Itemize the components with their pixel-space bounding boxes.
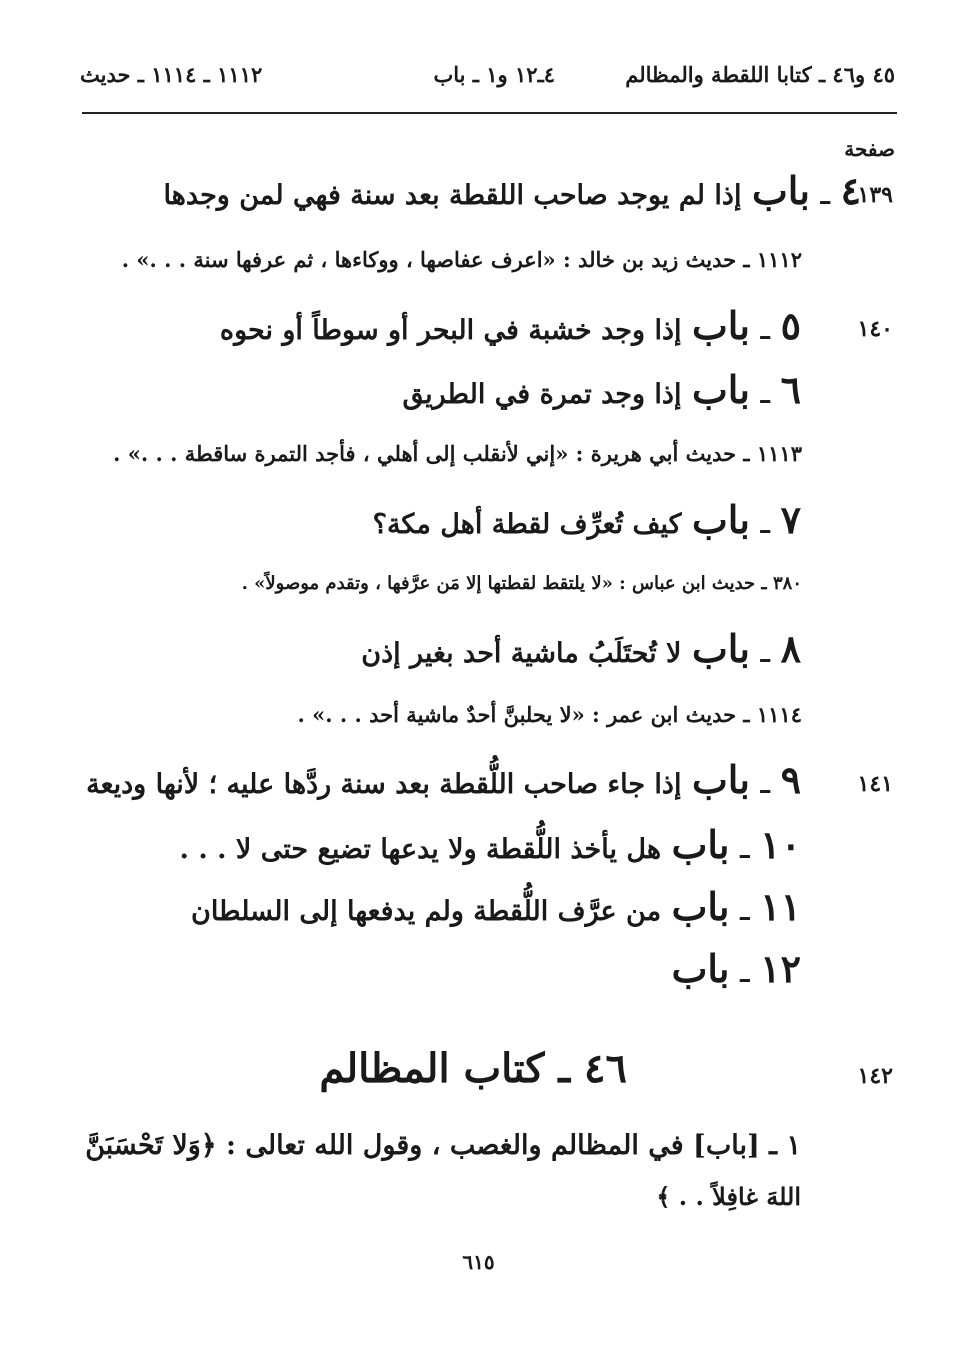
bab-title: لا تُحتَلَبُ ماشية أحد بغير إذن bbox=[361, 638, 682, 669]
bab-number: ١٠ bbox=[760, 822, 801, 867]
bab-title: إذا وجد تمرة في الطريق bbox=[402, 379, 682, 410]
bab-keyword: باب bbox=[751, 168, 810, 213]
bab-heading: ١١ ـ باب من عرَّف اللُّقطة ولم يدفعها إلى السلطان bbox=[190, 884, 801, 929]
page-number-footer: ٦١٥ bbox=[462, 1250, 495, 1274]
bab-keyword: باب bbox=[671, 946, 730, 991]
bab-title: من عرَّف اللُّقطة ولم يدفعها إلى السلطان bbox=[190, 896, 662, 927]
page-column-label: صفحة bbox=[844, 137, 895, 161]
bab-number: ٤ bbox=[840, 168, 861, 213]
header-hadith-range: ١١١٢ ـ ١١١٤ ـ حديث bbox=[80, 62, 263, 87]
bab-number: ١١ bbox=[760, 884, 801, 929]
header-divider bbox=[82, 112, 897, 114]
bab-keyword: باب bbox=[691, 497, 750, 542]
bab-heading: ٩ ـ باب إذا جاء صاحب اللُّقطة بعد سنة ردَّها عليه ؛ لأنها وديعة bbox=[86, 757, 801, 802]
hadith-line: ١١١٢ ـ حديث زيد بن خالد : «اعرف عفاصها ، ووكاءها ، ثم عرفها سنة . . .» . bbox=[121, 247, 802, 272]
bab-heading: ٧ ـ باب كيف تُعرِّف لقطة أهل مكة؟ bbox=[372, 497, 801, 542]
bab-heading: ٦ ـ باب إذا وجد تمرة في الطريق bbox=[402, 367, 801, 412]
hadith-line: ١١١٤ ـ حديث ابن عمر : «لا يحلبنَّ أحدٌ ماشية أحد . . .» . bbox=[297, 702, 802, 727]
page-number-ref: ١٤١ bbox=[857, 771, 893, 797]
bab-title: كيف تُعرِّف لقطة أهل مكة؟ bbox=[372, 509, 682, 540]
bab-heading: ١٠ ـ باب هل يأخذ اللُّقطة ولا يدعها تضيع حتى لا . . . bbox=[179, 822, 801, 867]
header-chapter-range: ٤ـ١٢ و١ ـ باب bbox=[433, 62, 555, 87]
hadith-line: ٣٨٠ ـ حديث ابن عباس : «لا يلتقط لقطتها إلا مَن عرَّفها ، وتقدم موصولاً» . bbox=[241, 573, 802, 594]
bab-keyword: باب bbox=[691, 626, 750, 671]
hadith-line: ١١١٣ ـ حديث أبي هريرة : «إني لأنقلب إلى أهلي ، فأجد التمرة ساقطة . . .» . bbox=[113, 441, 802, 466]
bab-heading: ١٢ ـ باب bbox=[671, 946, 801, 991]
page-number-ref: ١٤٢ bbox=[857, 1063, 893, 1089]
bab-keyword: باب bbox=[691, 303, 750, 348]
bab-keyword: باب bbox=[691, 757, 750, 802]
bab-heading: ٨ ـ باب لا تُحتَلَبُ ماشية أحد بغير إذن bbox=[361, 626, 801, 671]
sub-bab-line-2: اللهَ غافِلاً . . ﴾ bbox=[656, 1182, 801, 1211]
running-header bbox=[80, 62, 895, 98]
bab-title: إذا لم يوجد صاحب اللقطة بعد سنة فهي لمن وجدها bbox=[163, 180, 742, 211]
bab-title: هل يأخذ اللُّقطة ولا يدعها تضيع حتى لا . . . bbox=[179, 834, 662, 865]
bab-number: ٥ bbox=[780, 303, 801, 348]
bab-number: ٦ bbox=[780, 367, 801, 412]
bab-keyword: باب bbox=[691, 367, 750, 412]
bab-keyword: باب bbox=[671, 884, 730, 929]
bab-title: إذا جاء صاحب اللُّقطة بعد سنة ردَّها عليه ؛ لأنها وديعة bbox=[86, 769, 682, 800]
sub-bab-line-1: ١ ـ [باب] في المظالم والغصب ، وقول الله تعالى : ﴿وَلا تَحْسَبَنَّ bbox=[85, 1130, 801, 1161]
bab-number: ٨ bbox=[780, 626, 801, 671]
page-number-ref: ١٤٠ bbox=[857, 316, 893, 342]
bab-title: إذا وجد خشبة في البحر أو سوطاً أو نحوه bbox=[219, 315, 682, 346]
bab-number: ١٢ bbox=[760, 946, 801, 991]
bab-keyword: باب bbox=[671, 822, 730, 867]
bab-number: ٩ bbox=[780, 757, 801, 802]
kitab-heading: ٤٦ ـ كتاب المظالم bbox=[319, 1045, 627, 1092]
page-number-ref: ١٣٩ bbox=[857, 182, 893, 208]
bab-number: ٧ bbox=[780, 497, 801, 542]
bab-heading: ٥ ـ باب إذا وجد خشبة في البحر أو سوطاً أو نحوه bbox=[219, 303, 801, 348]
bab-heading: ٤ ـ باب إذا لم يوجد صاحب اللقطة بعد سنة فهي لمن وجدها bbox=[163, 168, 861, 213]
header-book-title: ٤٥ و٤٦ ـ كتابا اللقطة والمظالم bbox=[625, 62, 895, 87]
